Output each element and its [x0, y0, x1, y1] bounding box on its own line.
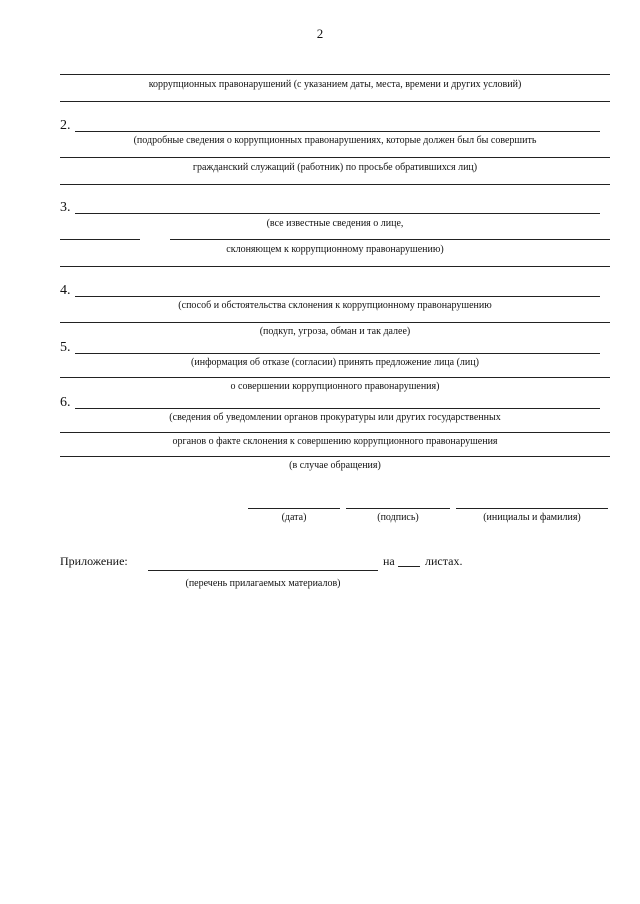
attachment-sheets-label: листах. [425, 554, 463, 568]
item-5-field [75, 353, 600, 354]
item-3-line-2a [60, 239, 140, 240]
item-5-number: 5. [60, 340, 71, 355]
item-5-line-2 [60, 377, 610, 378]
item-6-field [75, 408, 600, 409]
item-6-line-3 [60, 456, 610, 457]
attachment-field [148, 570, 378, 571]
intro-line-bottom [60, 101, 610, 102]
item-3-caption-2: склоняющем к коррупционному правонарушению) [226, 244, 444, 255]
item-5-caption-2: о совершении коррупционного правонарушения) [230, 381, 440, 392]
item-3-number: 3. [60, 200, 71, 215]
page-number: 2 [316, 26, 324, 41]
item-6-caption-3: (в случае обращения) [289, 460, 381, 471]
item-2-line-3 [60, 184, 610, 185]
item-2-caption-2: гражданский служащий (работник) по просьбе обратившихся лиц) [192, 162, 478, 173]
item-4-number: 4. [60, 283, 71, 298]
item-5-caption-1: (информация об отказе (согласии) принять предложение лица (лиц) [191, 357, 479, 368]
item-2-line-2 [60, 157, 610, 158]
item-6-line-2 [60, 432, 610, 433]
item-3-line-3 [60, 266, 610, 267]
item-4-caption-1: (способ и обстоятельства склонения к коррупционному правонарушению [178, 300, 492, 311]
item-6-caption-2: органов о факте склонения к совершению коррупционного правонарушения [172, 436, 498, 447]
intro-line-top [60, 74, 610, 75]
attachment-label: Приложение: [60, 554, 128, 568]
item-6-caption-1: (сведения об уведомлении органов прокуратуры или других государственных [169, 412, 501, 423]
item-3-caption-1: (все известные сведения о лице, [266, 218, 404, 229]
sheets-count-field [398, 566, 420, 567]
item-2-number: 2. [60, 118, 71, 133]
attachment-on-label: на [383, 554, 395, 568]
name-label: (инициалы и фамилия) [483, 512, 581, 523]
name-line [456, 508, 608, 509]
item-6-number: 6. [60, 395, 71, 410]
signature-line [346, 508, 450, 509]
item-3-field [75, 213, 600, 214]
item-4-caption-2: (подкуп, угроза, обман и так далее) [259, 326, 411, 337]
item-4-line-2 [60, 322, 610, 323]
intro-caption: коррупционных правонарушений (с указанием даты, места, времени и других условий) [148, 79, 522, 90]
attachment-caption: (перечень прилагаемых материалов) [185, 578, 341, 589]
item-2-caption-1: (подробные сведения о коррупционных правонарушениях, которые должен был бы совершить [133, 135, 537, 146]
item-2-field [75, 131, 600, 132]
item-4-field [75, 296, 600, 297]
date-label: (дата) [281, 512, 307, 523]
item-3-line-2b [170, 239, 610, 240]
date-line [248, 508, 340, 509]
signature-label: (подпись) [377, 512, 419, 523]
